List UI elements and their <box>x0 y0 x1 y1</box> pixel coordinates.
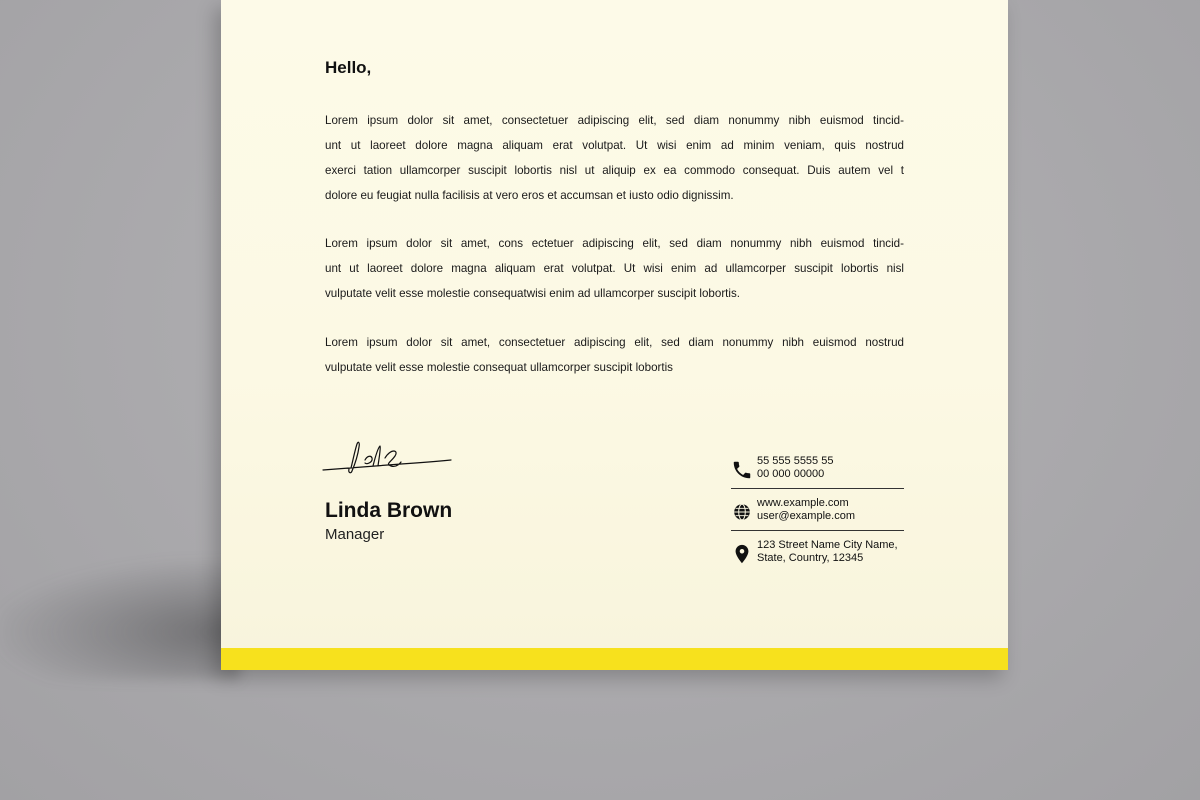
body-paragraph-3 <box>325 330 904 380</box>
paper-drop-shadow <box>0 560 240 680</box>
globe-icon <box>731 501 753 523</box>
signatory-name: Linda Brown <box>325 499 453 522</box>
paragraph-line: Lorem ipsum dolor sit amet, consectetuer adipiscing elit, sed diam nonummy nibh euismod nostrud <box>325 336 904 349</box>
handwritten-signature <box>321 438 455 478</box>
address-line-2: State, Country, 12345 <box>757 551 864 564</box>
paragraph-line: unt ut laoreet dolore magna aliquam erat volutpat. Ut wisi enim ad minim veniam, quis nostrud <box>325 139 904 152</box>
paragraph-line: dolore eu feugiat nulla facilisis at vero eros et accumsan et iusto odio dignissim. <box>325 189 734 202</box>
paragraph-line: vulputate velit esse molestie consequat ullamcorper suscipit lobortis <box>325 361 673 374</box>
contact-web <box>731 497 904 527</box>
phone-icon <box>731 459 753 481</box>
paragraph-line: Lorem ipsum dolor sit amet, cons ectetuer adipiscing elit, sed diam nonummy nibh euismod tincid- <box>325 237 904 250</box>
paragraph-line: Lorem ipsum dolor sit amet, consectetuer adipiscing elit, sed diam nonummy nibh euismod tincid- <box>325 114 904 127</box>
body-paragraph-1 <box>325 108 904 208</box>
yellow-footer-bar <box>221 648 1008 670</box>
email-text: user@example.com <box>757 509 855 522</box>
phone-line-1: 55 555 5555 55 <box>757 455 834 467</box>
web-and-email <box>757 497 855 522</box>
location-pin-icon <box>731 543 753 565</box>
contact-phone <box>731 455 904 485</box>
phone-line-2: 00 000 00000 <box>757 467 825 480</box>
paragraph-line: unt ut laoreet dolore magna aliquam erat volutpat. Ut wisi enim ad ullamcorper suscipit lobortis nisl <box>325 262 904 275</box>
address-text <box>757 539 898 564</box>
paragraph-line: vulputate velit esse molestie consequatwisi enim ad ullamcorper suscipit lobortis. <box>325 287 740 300</box>
greeting: Hello, <box>325 58 372 77</box>
address-line-1: 123 Street Name City Name, <box>757 539 898 551</box>
contact-address <box>731 539 904 569</box>
phone-numbers <box>757 455 833 480</box>
website-text: www.example.com <box>757 497 849 509</box>
signatory-title: Manager <box>325 526 385 543</box>
body-paragraph-2 <box>325 231 904 306</box>
letterhead-page <box>221 0 1008 670</box>
contact-divider <box>731 530 904 531</box>
contact-block <box>731 455 904 569</box>
contact-divider <box>731 488 904 489</box>
paragraph-line: exerci tation ullamcorper suscipit lobortis nisl ut aliquip ex ea commodo consequat. Duis autem vel t <box>325 164 904 177</box>
